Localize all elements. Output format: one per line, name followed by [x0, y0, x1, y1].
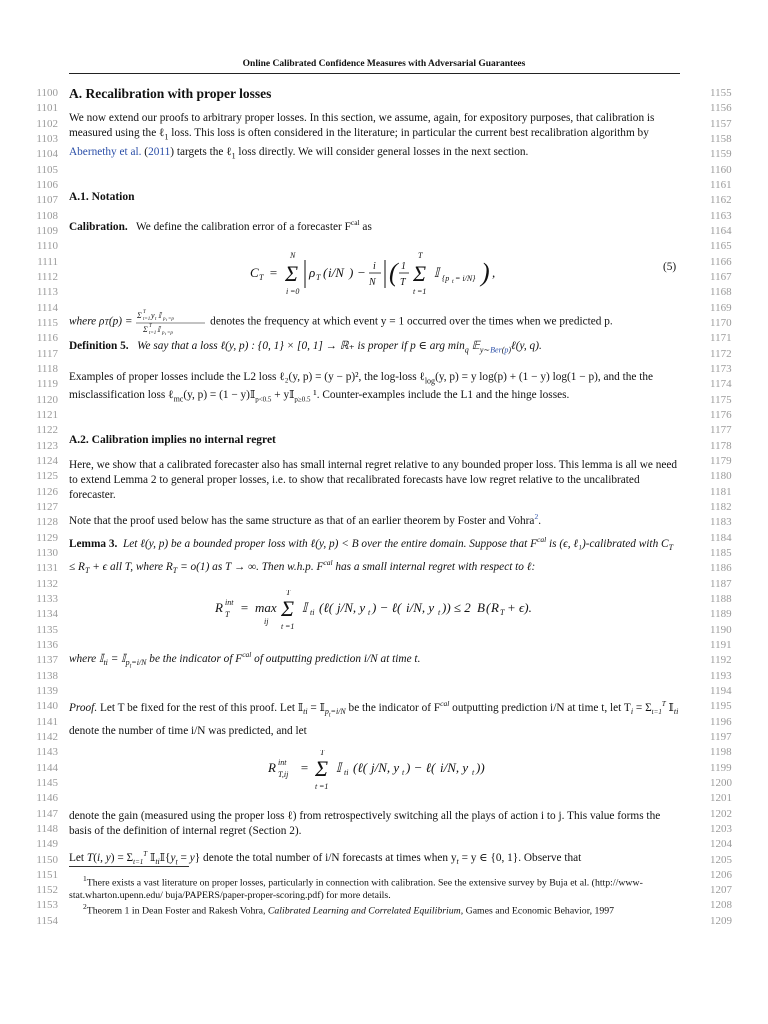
line-number: 1109	[36, 224, 58, 237]
svg-text:=1: =1	[285, 622, 295, 631]
line-number: 1164	[710, 224, 732, 237]
line-number: 1175	[710, 393, 732, 406]
line-number: 1110	[36, 240, 58, 253]
svg-text:j/N, y: j/N, y	[371, 760, 400, 775]
svg-text:(ℓ(: (ℓ(	[319, 600, 334, 615]
regret-paragraph-1: Here, we show that a calibrated forecaster also has small internal regret relative to any bounded proper loss. This lemma is all we need to extend Lemma 2 to general proper losses, i.e. to show that recalibrated forecasts have low regret relative to the uncalibrated forecaster.	[69, 459, 678, 502]
calibration-text: We define the calibration error of a forecaster F	[135, 220, 351, 233]
line-number: 1115	[36, 316, 58, 329]
line-number: 1176	[710, 408, 732, 421]
line-number: 1207	[710, 884, 732, 897]
proof-text-3: outputting prediction i/N at time t, let T	[449, 701, 631, 714]
header-rule	[69, 73, 680, 74]
regret-p2-text: Note that the proof used below has the same structure as that of an earlier theorem by Foster and Vohra	[69, 514, 535, 527]
svg-text:= i/N}: = i/N}	[455, 274, 476, 283]
svg-text:=: =	[269, 265, 278, 280]
svg-text:=: =	[300, 760, 309, 775]
line-number: 1157	[710, 117, 732, 130]
svg-text:t: t	[438, 608, 441, 617]
line-number: 1139	[36, 684, 58, 697]
svg-text:t: t	[413, 287, 416, 296]
regret-paragraph-2: Note that the proof used below has the same structure as that of an earlier theorem by Foster and Vohra$^2$.	[69, 512, 542, 527]
line-number: 1193	[710, 669, 732, 682]
line-number: 1129	[36, 531, 58, 544]
svg-text:p: p	[162, 331, 165, 335]
svg-text:𝕀: 𝕀	[302, 600, 308, 615]
lemma-text-3: ≤ R	[69, 560, 85, 573]
svg-text:t: t	[452, 279, 454, 285]
svg-text:(: (	[486, 600, 491, 615]
line-number: 1133	[36, 592, 58, 605]
svg-text:T: T	[286, 590, 291, 597]
svg-text:i: i	[286, 287, 289, 296]
indicator-text-2: = 𝕀	[107, 652, 126, 665]
svg-text:Σ: Σ	[285, 261, 299, 286]
svg-text:=1: =1	[319, 782, 329, 791]
line-number: 1148	[36, 822, 58, 835]
line-number: 1180	[710, 470, 732, 483]
line-number: 1122	[36, 424, 58, 437]
line-number: 1181	[710, 485, 732, 498]
svg-text:t: t	[281, 622, 284, 631]
gain-paragraph: denote the gain (measured using the proper loss ℓ) from retrospectively switching all the plays of action i to j. This value forms the basis of the definition of internal regret (Section 2).	[69, 810, 661, 838]
line-number: 1112	[36, 270, 58, 283]
examples-text-1: Examples of proper losses include the L2 loss ℓ₂(y, p) = (y − p)², the log-loss ℓ	[69, 371, 425, 383]
line-number: 1201	[710, 792, 732, 805]
line-number: 1163	[710, 209, 732, 222]
line-number: 1107	[36, 194, 58, 207]
examples-text-4: + y𝕀	[271, 389, 295, 402]
line-number: 1208	[710, 899, 732, 912]
svg-text:T: T	[320, 750, 325, 757]
lemma-3: Lemma 3. Let ℓ(y, p) be a bounded proper loss with ℓ(y, p) < B over the entire domain. Suppose that $F^{cal}$ is (ϵ, ℓ₁)-calibrated with $C_T \le R_T + \epsilon$ all T, where $R_T = o(1)$ as T → ∞. Then w.h.p. $F^{cal}$ has a small internal regret with respect to ℓ:	[69, 535, 674, 576]
line-number: 1120	[36, 393, 58, 406]
count-text-1: denote the total number of i/N forecasts at times when y	[200, 851, 457, 864]
line-number: 1105	[36, 163, 58, 176]
svg-text:max: max	[255, 600, 277, 615]
examples-text-5: ¹. Counter-examples include the L1 and the hinge losses.	[310, 389, 570, 402]
rho-definition: where ρT(p) = Σ T t=1 y t 𝕀 p t =p Σ T t=1 𝕀 p t =p denotes the frequency at which event y = 1 occurred over the times when we predicted p.	[69, 310, 613, 335]
svg-text:−: −	[357, 265, 366, 280]
svg-text:) − ℓ(: ) − ℓ(	[372, 600, 402, 615]
line-number: 1161	[710, 178, 732, 191]
line-number: 1131	[36, 562, 58, 575]
svg-text:): )	[349, 265, 354, 280]
line-number: 1150	[36, 853, 58, 866]
line-number: 1179	[710, 454, 732, 467]
line-number: 1188	[710, 592, 732, 605]
svg-text:t=1: t=1	[143, 317, 151, 322]
line-number: 1134	[36, 608, 58, 621]
proof-label: Proof.	[69, 701, 98, 714]
line-number: 1190	[710, 623, 732, 636]
line-number: 1206	[710, 868, 732, 881]
lemma-label: Lemma 3.	[69, 537, 118, 550]
rho-fraction	[135, 309, 207, 335]
line-number: 1204	[710, 838, 732, 851]
line-number: 1142	[36, 730, 58, 743]
indicator-text-1: where 𝕀	[69, 652, 104, 665]
gain-equation-graphic	[268, 750, 488, 794]
line-number: 1184	[710, 531, 732, 544]
svg-text:ij: ij	[264, 617, 269, 626]
line-number: 1199	[710, 761, 732, 774]
line-number: 1143	[36, 746, 58, 759]
proof-paragraph: Proof. Let T be fixed for the rest of this proof. Let 𝕀$_{ti}$ = 𝕀$_{p_t=i/N}$ be the indicator of $F^{cal}$ outputting prediction i/N at time t, let $T_i = \Sigma_{t=1}^T$ 𝕀$_{ti}$ denote the number of time i/N was predicted, and let	[69, 699, 679, 737]
examples-text-3: (y, p) = (1 − y)𝕀	[183, 389, 256, 402]
line-number: 1196	[710, 715, 732, 728]
svg-text:int: int	[225, 598, 234, 607]
line-number: 1116	[36, 332, 58, 345]
line-number: 1130	[36, 546, 58, 559]
intro-paragraph: We now extend our proofs to arbitrary proper losses. In this section, we assume, again, for expository purposes, that calibration is measured using the ℓ$_1$ loss. This loss is often considered in the literature; in particular the current best recalibration algorithm by Abernethy et al. (2011) targets the ℓ$_1$ loss directly. We will consider general losses in the next section.	[69, 112, 655, 160]
svg-text:R: R	[268, 760, 276, 775]
definition-end: ℓ(y, q).	[511, 340, 542, 352]
svg-text:(: (	[389, 258, 398, 287]
gain-equation	[268, 750, 488, 798]
line-number: 1118	[36, 362, 58, 375]
svg-text:ρ: ρ	[309, 265, 316, 280]
svg-text:Σ: Σ	[137, 311, 143, 320]
svg-text:R: R	[215, 600, 223, 615]
svg-text:i/N, y: i/N, y	[440, 760, 469, 775]
line-number: 1194	[710, 684, 732, 697]
svg-text:t: t	[402, 768, 405, 777]
line-number: 1167	[710, 270, 732, 283]
definition-label: Definition 5.	[69, 340, 129, 352]
running-head: Online Calibrated Confidence Measures with Adversarial Guarantees	[242, 59, 526, 69]
line-number: 1153	[36, 899, 58, 912]
line-number: 1146	[36, 792, 58, 805]
equation-5-graphic	[250, 250, 500, 300]
line-number: 1113	[36, 286, 58, 299]
calibration-label: Calibration.	[69, 220, 128, 233]
svg-text:i: i	[373, 261, 376, 272]
lemma-text-5: = o(1) as T → ∞. Then w.h.p. F	[177, 560, 324, 573]
count-text-2: = y ∈ {0, 1}. Observe that	[458, 851, 582, 864]
svg-text:Σ: Σ	[413, 261, 427, 286]
svg-text:T,ij: T,ij	[278, 770, 289, 779]
svg-text:int: int	[278, 758, 287, 767]
line-number: 1209	[710, 914, 732, 927]
line-number: 1126	[36, 485, 58, 498]
footnote-ref-2[interactable]: 2	[534, 512, 539, 521]
indicator-text-3: be the indicator of F	[146, 652, 243, 665]
svg-text:p: p	[163, 317, 166, 322]
internal-regret-graphic	[215, 590, 535, 634]
line-number: 1178	[710, 439, 732, 452]
calibration-end: as	[359, 220, 372, 233]
svg-text:ti: ti	[310, 608, 315, 617]
svg-text:t: t	[368, 608, 371, 617]
svg-text:t: t	[315, 782, 318, 791]
svg-text:T: T	[149, 324, 153, 329]
line-number: 1205	[710, 853, 732, 866]
svg-text:B: B	[477, 600, 485, 615]
svg-text:(ℓ(: (ℓ(	[353, 760, 368, 775]
definition-text: We say that a loss ℓ(y, p) : {0, 1} × [0, 1] → ℝ₊ is proper if p ∈ arg min	[137, 340, 465, 352]
svg-text:t: t	[165, 331, 167, 335]
svg-text:𝕀: 𝕀	[434, 265, 440, 280]
line-number: 1127	[36, 500, 58, 513]
svg-text:T: T	[259, 273, 264, 282]
internal-regret-equation	[215, 590, 535, 638]
line-number: 1174	[710, 378, 732, 391]
line-number: 1128	[36, 516, 58, 529]
line-number: 1168	[710, 286, 732, 299]
proof-text-2: be the indicator of F	[345, 701, 441, 714]
line-number: 1189	[710, 608, 732, 621]
svg-text:t: t	[166, 317, 168, 322]
intro-text-c: ) targets the ℓ	[170, 145, 232, 158]
indicator-text-4: of outputting prediction i/N at time t.	[251, 652, 421, 665]
line-number: 1198	[710, 746, 732, 759]
line-number: 1162	[710, 194, 732, 207]
svg-text:Σ: Σ	[281, 596, 295, 621]
equation-5-number: (5)	[663, 261, 677, 273]
svg-text:i/N, y: i/N, y	[406, 600, 435, 615]
section-title: A. Recalibration with proper losses	[69, 86, 272, 101]
proof-text-4: denote the number of time i/N was predicted, and let	[69, 724, 307, 737]
svg-text:𝕀: 𝕀	[157, 325, 161, 334]
line-number: 1156	[710, 102, 732, 115]
line-number: 1165	[710, 240, 732, 253]
intro-text-a: We now extend our proofs to arbitrary proper losses. In this section, we assume, again, for expository purposes, that calibration is measured using the ℓ	[69, 112, 655, 140]
line-number: 1151	[36, 868, 58, 881]
svg-text:) − ℓ(: ) − ℓ(	[406, 760, 436, 775]
line-number: 1132	[36, 577, 58, 590]
line-number: 1100	[36, 87, 58, 99]
indicator-definition: where 𝕀$_{ti}$ = 𝕀$_{p_t=i/N}$ be the indicator of $F^{cal}$ of outputting prediction i/N at time t.	[69, 650, 421, 670]
line-number: 1108	[36, 209, 58, 222]
line-number: 1154	[36, 914, 58, 927]
line-number: 1158	[710, 132, 732, 145]
svg-text:R: R	[491, 600, 499, 615]
lemma-text-1: Let ℓ(y, p) be a bounded proper loss with ℓ(y, p) < B over the entire domain. Suppose that F	[122, 537, 538, 550]
line-number: 1137	[36, 654, 58, 667]
svg-text:)): ))	[476, 760, 485, 775]
line-number: 1102	[36, 117, 58, 130]
footnote-2-text-b: , Games and Economic Behavior, 1997	[460, 905, 615, 917]
definition-5: Definition 5. We say that a loss ℓ(y, p) : {0, 1} × [0, 1] → ℝ₊ is proper if p ∈ arg $\min_q$ 𝔼$_{y\sim Ber(p)}$ℓ(y, q).	[69, 340, 542, 355]
line-number: 1111	[37, 255, 58, 268]
proof-text-1: Let T be fixed for the rest of this proof. Let 𝕀	[97, 701, 304, 714]
line-number: 1177	[710, 424, 732, 437]
count-paragraph: Let T(i, $y) = \Sigma_{t=1}^T$ $𝕀_{ti}𝕀\{y_t = y\}$ denote the total number of i/N forecasts at times when $y_t = y$ ∈ {0, 1}. Observe that	[69, 850, 582, 867]
line-number: 1187	[710, 577, 732, 590]
line-number: 1106	[36, 178, 58, 191]
svg-text:y: y	[151, 311, 155, 320]
footnote-1: $^1$There exists a vast literature on proper losses, particularly in connection with calibration. See the extensive survey by Buja et al. (http://www-stat.wharton.upenn.edu/ buja/PAPERS/paper-proper-scoring.pdf) for more details.	[69, 874, 643, 902]
line-number: 1123	[36, 439, 58, 452]
footnote-2-title: Calibrated Learning and Correlated Equilibrium	[267, 905, 461, 917]
svg-text:=1: =1	[417, 287, 427, 296]
examples-paragraph: Examples of proper losses include the L2 loss ℓ₂(y, p) = (y − p)², the log-loss ℓ$_{log}$(y, p) = y log(p) + (1 − y) log(1 − p), and the the misclassification loss ℓ$_{mc}$(y, p) = (1 − y)𝕀$_{p<0.5}$ + y𝕀$_{p\ge 0.5}$ ¹. Counter-examples include the L1 and the hinge losses.	[69, 371, 654, 404]
lemma-text-4: + ϵ all T, where R	[89, 560, 173, 573]
footnote-rule	[69, 866, 189, 867]
svg-text:(: (	[323, 265, 328, 280]
svg-text:T: T	[500, 608, 505, 617]
svg-text:T: T	[225, 610, 230, 619]
line-number: 1121	[36, 408, 58, 421]
line-number: 1114	[36, 301, 58, 314]
line-number: 1166	[710, 255, 732, 268]
footnote-2-text-a: Theorem 1 in Dean Foster and Rakesh Vohra,	[86, 905, 268, 917]
line-number: 1171	[710, 332, 732, 345]
examples-text-2: (y, p) = y log(p) + (1 − y) log(1 − p), and the the misclassification loss ℓ	[69, 371, 654, 402]
line-number: 1202	[710, 807, 732, 820]
svg-text:=: =	[240, 600, 249, 615]
line-number: 1101	[36, 102, 58, 115]
line-number: 1160	[710, 163, 732, 176]
line-number: 1197	[710, 730, 732, 743]
line-number: 1203	[710, 822, 732, 835]
line-number: 1191	[710, 638, 732, 651]
footnote-2: $^2$Theorem 1 in Dean Foster and Rakesh Vohra, Calibrated Learning and Correlated Equilibrium, Games and Economic Behavior, 1997	[83, 902, 615, 917]
line-number: 1140	[36, 700, 58, 713]
svg-text:T: T	[143, 310, 147, 315]
svg-text:=0: =0	[290, 287, 300, 296]
svg-text:𝕀: 𝕀	[336, 760, 342, 775]
calibration-paragraph	[69, 215, 680, 235]
svg-text:C: C	[250, 265, 259, 280]
svg-text:)) ≤ 2: )) ≤ 2	[442, 600, 471, 615]
line-number: 1200	[710, 776, 732, 789]
line-number: 1183	[710, 516, 732, 529]
line-number: 1141	[36, 715, 58, 728]
svg-text:Σ: Σ	[315, 756, 329, 781]
line-number: 1159	[710, 148, 732, 161]
svg-text:i/N: i/N	[328, 265, 344, 280]
intro-text-d: loss directly. We will consider general losses in the next section.	[235, 145, 529, 158]
svg-text:=p: =p	[167, 331, 174, 335]
svg-text:j/N, y: j/N, y	[337, 600, 366, 615]
equation-5	[250, 250, 500, 304]
svg-text:t: t	[155, 317, 157, 322]
line-number: 1195	[710, 700, 732, 713]
svg-text:T: T	[418, 251, 423, 260]
svg-text:1: 1	[401, 261, 406, 272]
svg-text:Σ: Σ	[143, 325, 149, 334]
subsection-notation-title: A.1. Notation	[69, 191, 135, 203]
svg-text:𝕀: 𝕀	[158, 311, 162, 320]
svg-text:{p: {p	[442, 274, 450, 283]
line-number: 1185	[710, 546, 732, 559]
svg-text:T: T	[400, 277, 406, 288]
citation-link[interactable]: Abernethy et al.	[69, 145, 142, 158]
calibration-sup: cal	[350, 218, 360, 227]
rho-text: denotes the frequency at which event y = 1 occurred over the times when we predicted p.	[207, 315, 613, 328]
line-number: 1103	[36, 132, 58, 145]
line-number: 1186	[710, 562, 732, 575]
line-number: 1182	[710, 500, 732, 513]
svg-text:=p: =p	[168, 317, 175, 322]
line-number: 1149	[36, 838, 58, 851]
svg-text:): )	[481, 258, 490, 287]
line-number: 1117	[36, 347, 58, 360]
line-number: 1170	[710, 316, 732, 329]
svg-text:+ ϵ).: + ϵ).	[507, 600, 532, 615]
line-number: 1173	[710, 362, 732, 375]
svg-text:ti: ti	[344, 768, 349, 777]
lemma-text-6: has a small internal regret with respect to ℓ:	[332, 560, 536, 573]
line-number: 1104	[36, 148, 58, 161]
citation-year[interactable]: 2011	[148, 145, 171, 158]
line-number: 1155	[710, 87, 732, 99]
line-number: 1147	[36, 807, 58, 820]
footnote-1-text: There exists a vast literature on proper losses, particularly in connection with calibration. See the extensive survey by Buja et al. (http://www-stat.wharton.upenn.edu/ buja/PAPERS/paper-proper-scoring.pdf) for more details.	[69, 877, 643, 902]
svg-text:N: N	[369, 277, 376, 288]
line-number: 1152	[36, 884, 58, 897]
line-number: 1144	[36, 761, 58, 774]
svg-text:N: N	[290, 251, 296, 260]
line-number: 1138	[36, 669, 58, 682]
svg-text:T: T	[316, 273, 321, 282]
line-number: 1125	[36, 470, 58, 483]
svg-text:t: t	[472, 768, 475, 777]
line-number: 1169	[710, 301, 732, 314]
svg-text:,: ,	[492, 265, 496, 280]
line-number: 1136	[36, 638, 58, 651]
line-number: 1145	[36, 776, 58, 789]
line-number: 1124	[36, 454, 58, 467]
intro-text-b: loss. This loss is often considered in the literature; in particular the current best recalibration algorithm by	[168, 127, 649, 140]
lemma-text-2: is (ϵ, ℓ₁)-calibrated with C	[546, 537, 669, 550]
line-number: 1135	[36, 623, 58, 636]
subsection-regret-title: A.2. Calibration implies no internal regret	[69, 434, 276, 446]
line-number: 1119	[36, 378, 58, 391]
line-number: 1192	[710, 654, 732, 667]
line-number: 1172	[710, 347, 732, 360]
svg-text:t=1: t=1	[149, 331, 157, 335]
